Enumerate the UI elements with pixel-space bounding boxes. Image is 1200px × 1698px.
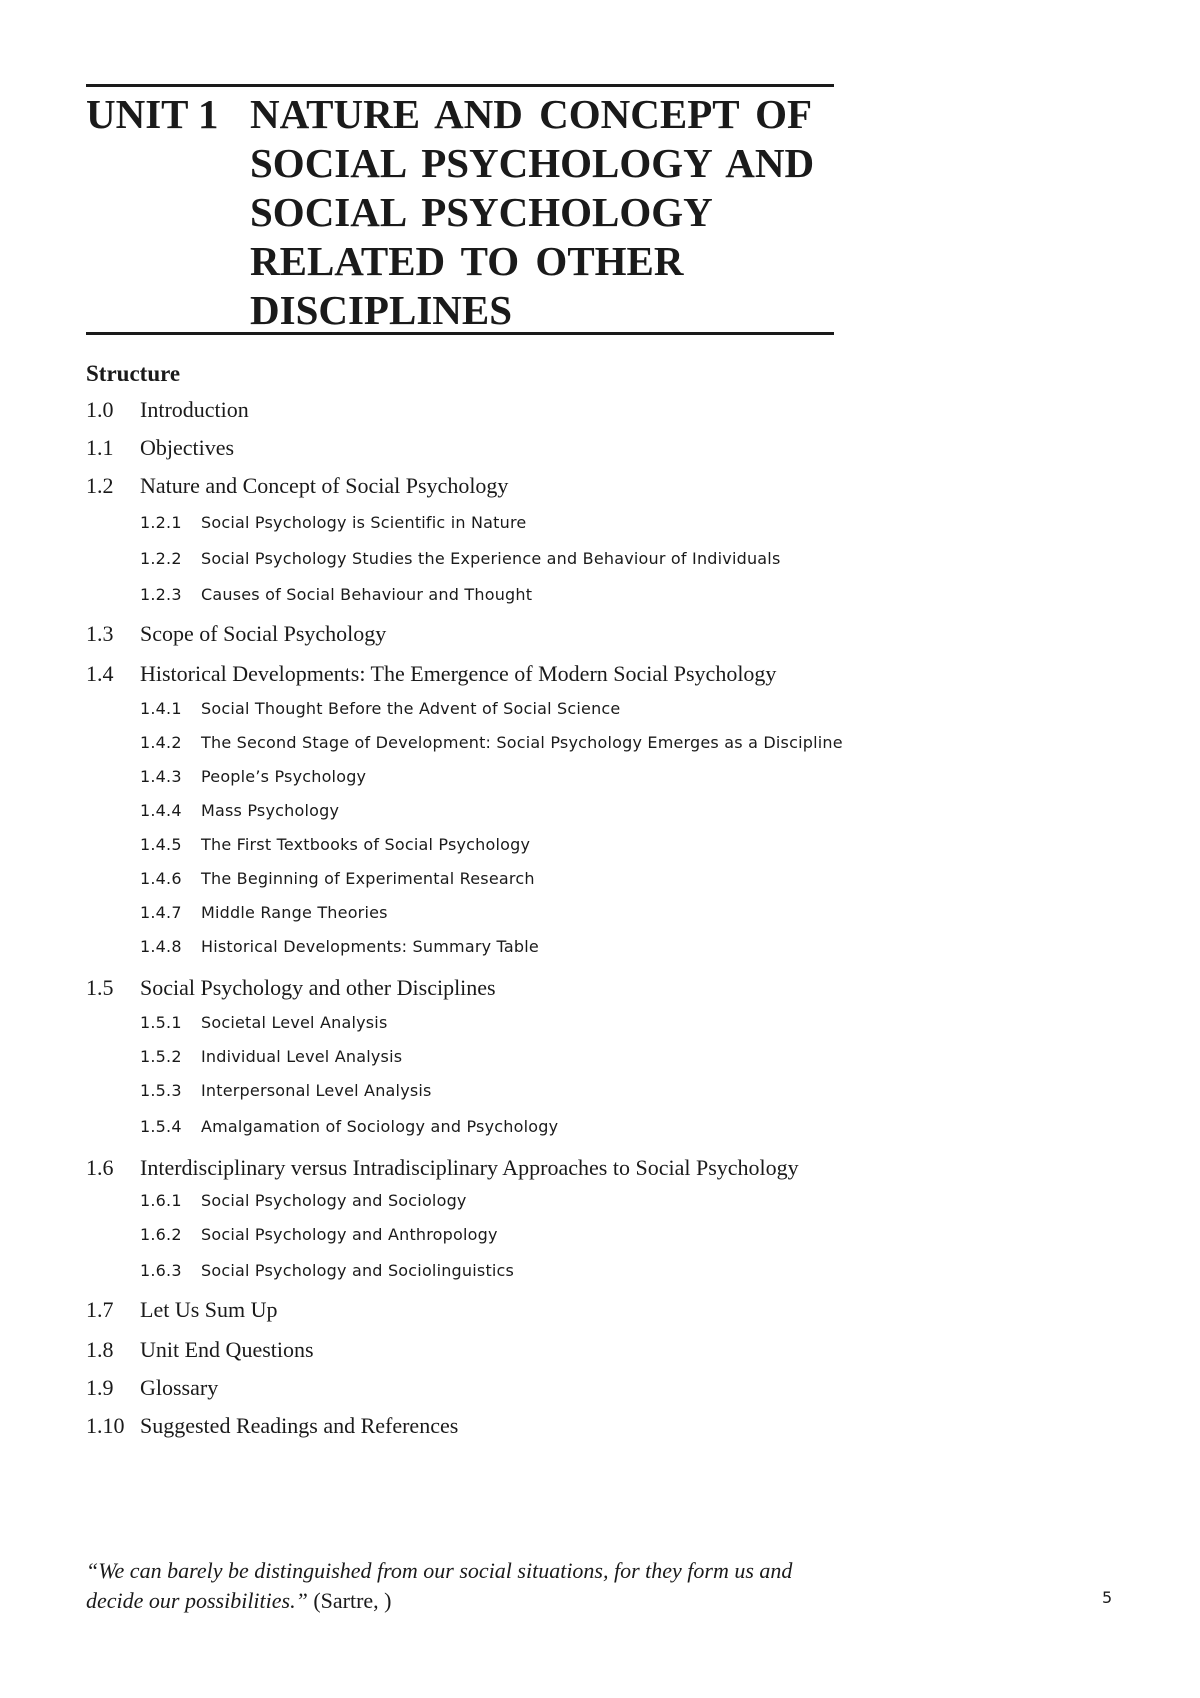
toc-number: 1.4.6 [140,869,182,888]
toc-label: Glossary [140,1375,219,1400]
toc-label: Societal Level Analysis [201,1013,388,1032]
toc-label: People’s Psychology [201,767,367,786]
toc-number: 1.3 [86,621,114,646]
toc-number: 1.6.1 [140,1191,182,1210]
toc-number: 1.2.1 [140,513,182,532]
unit-title [250,90,840,335]
toc-number: 1.2 [86,473,114,498]
page-number: 5 [1102,1588,1113,1607]
toc-number: 1.9 [86,1375,114,1400]
toc-label: Objectives [140,435,235,460]
toc-number: 1.5.3 [140,1081,182,1100]
toc-number: 1.6.3 [140,1261,182,1280]
unit-title-line: RELATED TO OTHER [250,238,684,284]
toc-number: 1.8 [86,1337,114,1362]
toc-number: 1.7 [86,1297,114,1322]
toc-label: Scope of Social Psychology [140,621,387,646]
toc-number: 1.4.4 [140,801,182,820]
toc-number: 1.5.1 [140,1013,182,1032]
toc-number: 1.2.3 [140,585,182,604]
toc-label: Individual Level Analysis [201,1047,403,1066]
toc-label: Interdisciplinary versus Intradisciplinary Approaches to Social Psychology [140,1155,799,1180]
toc-number: 1.1 [86,435,114,460]
toc-label: Historical Developments: Summary Table [201,937,539,956]
toc-number: 1.4.1 [140,699,182,718]
unit-label: UNIT 1 [86,91,219,137]
toc-label: Amalgamation of Sociology and Psychology [201,1117,559,1136]
toc-number: 1.4.2 [140,733,182,752]
toc-label: Middle Range Theories [201,903,388,922]
toc-label: Social Thought Before the Advent of Social Science [201,699,621,718]
toc-label: The Beginning of Experimental Research [201,869,535,888]
toc-number: 1.4.8 [140,937,182,956]
toc-label: Historical Developments: The Emergence of Modern Social Psychology [140,661,777,686]
toc-label: Social Psychology and other Disciplines [140,975,496,1000]
toc-number: 1.6 [86,1155,114,1180]
toc-label: Social Psychology and Anthropology [201,1225,498,1244]
toc-label: Social Psychology is Scientific in Nature [201,513,527,532]
structure-heading: Structure [86,361,181,386]
toc-label: Social Psychology and Sociolinguistics [201,1261,515,1280]
toc-number: 1.4.5 [140,835,182,854]
toc-number: 1.0 [86,397,114,422]
toc-number: 1.6.2 [140,1225,182,1244]
toc-label: Suggested Readings and References [140,1413,459,1438]
unit-title-line: DISCIPLINES [250,287,513,333]
toc-number: 1.5.4 [140,1117,182,1136]
title-top-rule [86,84,834,87]
toc-label: Mass Psychology [201,801,340,820]
toc-number: 1.4.3 [140,767,182,786]
quote-attribution: (Sartre, ) [307,1588,392,1613]
toc-label: The Second Stage of Development: Social Psychology Emerges as a Discipline [201,733,843,752]
quote-text: “We can barely be distinguished from our social situations, for they form us and decide our possibilities.” [86,1558,793,1613]
toc-label: Let Us Sum Up [140,1297,278,1322]
toc-label: Introduction [140,397,249,422]
unit-title-line: SOCIAL PSYCHOLOGY [250,189,713,235]
toc-label: Nature and Concept of Social Psychology [140,473,509,498]
toc-number: 1.5.2 [140,1047,182,1066]
toc-label: Interpersonal Level Analysis [201,1081,432,1100]
toc-label: Causes of Social Behaviour and Thought [201,585,533,604]
toc-label: Unit End Questions [140,1337,314,1362]
toc-number: 1.2.2 [140,549,182,568]
toc-label: The First Textbooks of Social Psychology [201,835,531,854]
title-bottom-rule [86,332,834,335]
toc-number: 1.10 [86,1413,125,1438]
epigraph-quote [86,1556,846,1616]
toc-number: 1.4 [86,661,114,686]
unit-title-line: SOCIAL PSYCHOLOGY AND [250,140,815,186]
toc-number: 1.5 [86,975,114,1000]
toc-label: Social Psychology and Sociology [201,1191,467,1210]
toc-number: 1.4.7 [140,903,182,922]
unit-title-line: NATURE AND CONCEPT OF [250,91,813,137]
toc-label: Social Psychology Studies the Experience and Behaviour of Individuals [201,549,781,568]
